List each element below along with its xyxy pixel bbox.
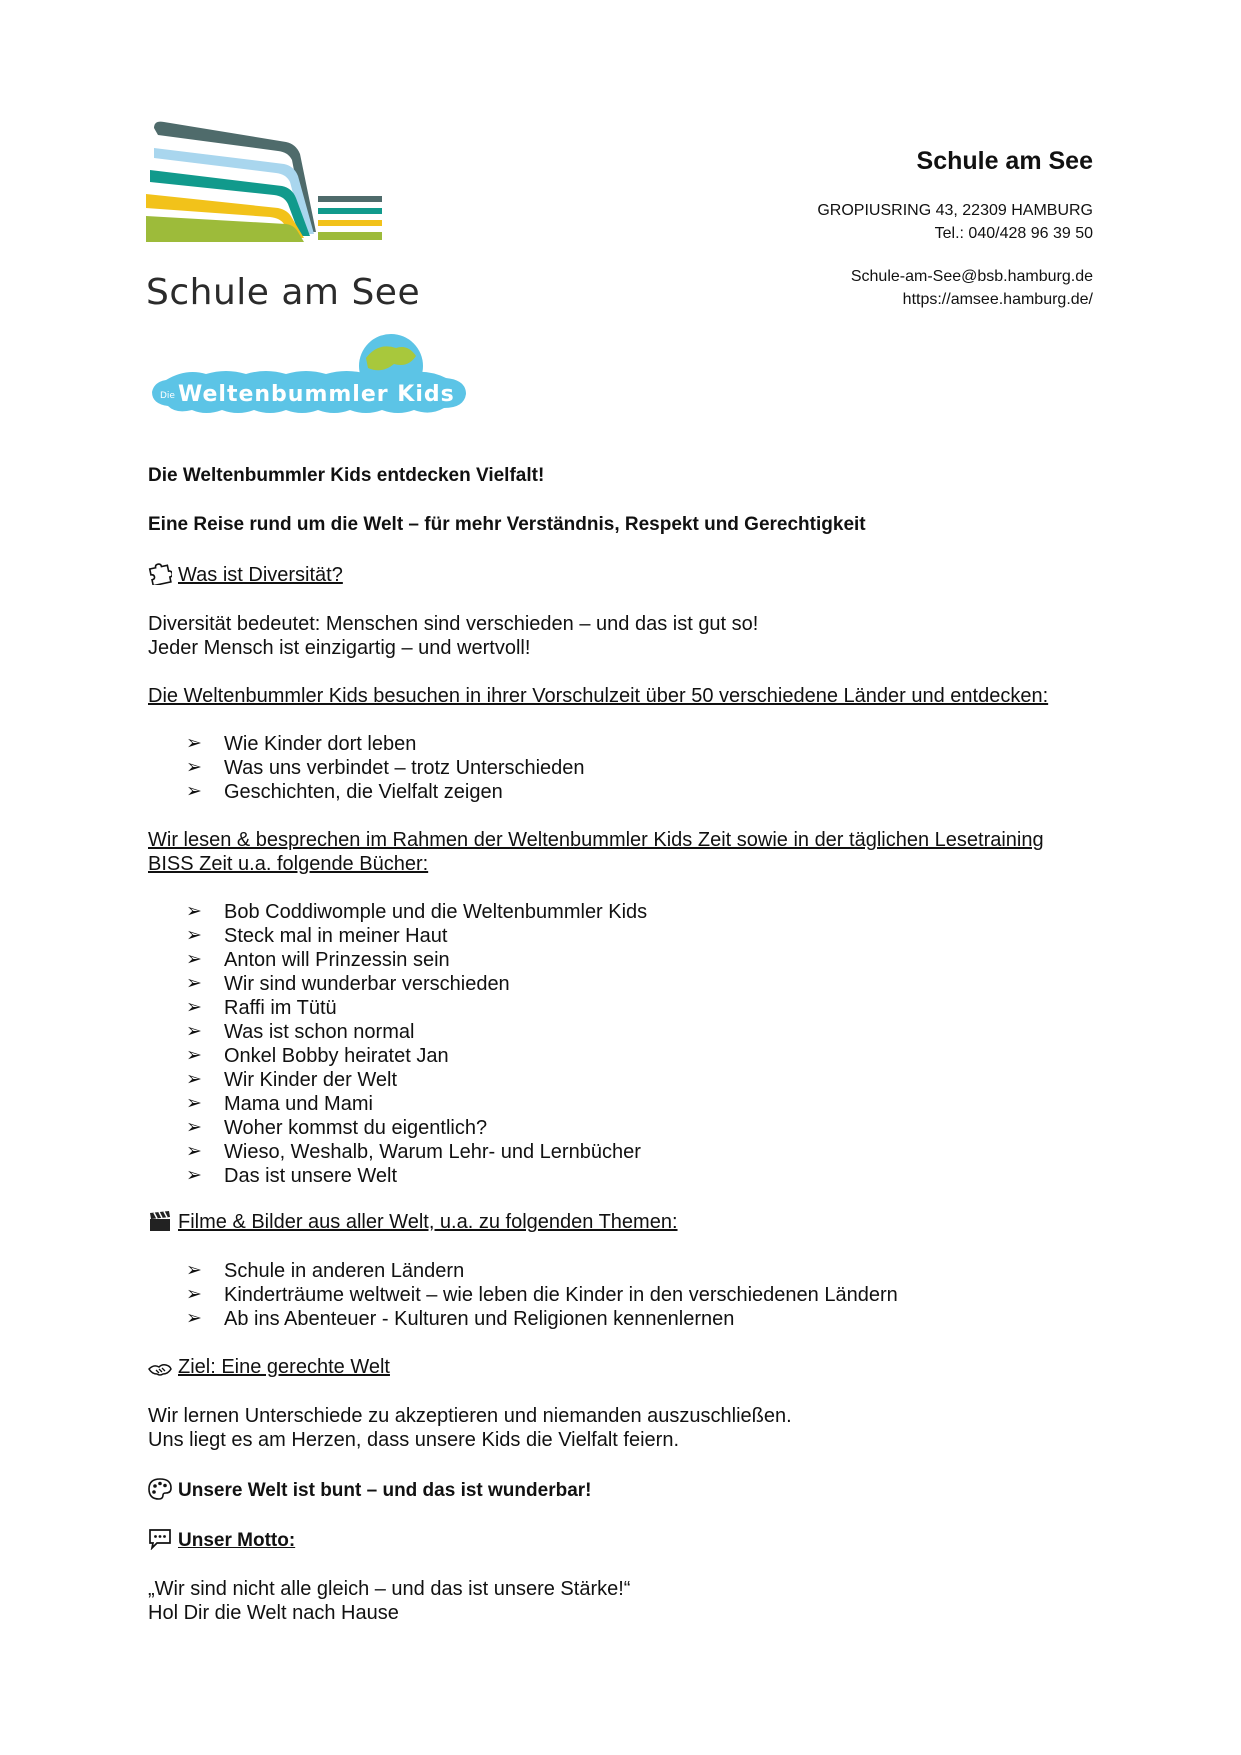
book-item: Mama und Mami — [224, 1093, 373, 1115]
school-logo-text: Schule am See — [146, 272, 421, 313]
film-topic-item: Ab ins Abenteuer - Kulturen und Religionen kennenlernen — [224, 1308, 735, 1330]
puzzle-icon — [148, 563, 172, 585]
motto-heading-text: Unser Motto: — [178, 1530, 296, 1551]
bullet-arrow-icon: ➢ — [186, 733, 202, 754]
bullet-arrow-icon: ➢ — [186, 901, 202, 922]
book-item: Wir Kinder der Welt — [224, 1069, 398, 1091]
goal-heading — [148, 1355, 390, 1379]
book-item: Woher kommst du eigentlich? — [224, 1117, 488, 1139]
bullet-arrow-icon: ➢ — [186, 1117, 202, 1138]
books-heading-line-1: Wir lesen & besprechen im Rahmen der Weltenbummler Kids Zeit sowie in der täglichen Lesetraining — [148, 829, 1044, 851]
address: GROPIUSRING 43, 22309 HAMBURG — [817, 202, 1093, 219]
film-topic-item: Kinderträume weltweit – wie leben die Kinder in den verschiedenen Ländern — [224, 1284, 898, 1306]
book-item: Anton will Prinzessin sein — [224, 949, 450, 971]
clapperboard-icon — [148, 1210, 172, 1232]
speech-bubble-icon — [148, 1528, 172, 1550]
bullet-arrow-icon: ➢ — [186, 973, 202, 994]
motto-closing: Hol Dir die Welt nach Hause — [148, 1602, 399, 1624]
logo-program-name: Weltenbummler Kids — [178, 382, 455, 407]
weltenbummler-kids-logo — [146, 328, 476, 418]
document-title: Die Weltenbummler Kids entdecken Vielfalt! — [148, 465, 545, 486]
countries-item: Was uns verbindet – trotz Unterschieden — [224, 757, 585, 779]
book-item: Onkel Bobby heiratet Jan — [224, 1045, 449, 1067]
book-item: Was ist schon normal — [224, 1021, 415, 1043]
films-heading — [148, 1210, 678, 1234]
motto-quote: „Wir sind nicht alle gleich – und das ist unsere Stärke!“ — [148, 1578, 631, 1600]
book-item: Wir sind wunderbar verschieden — [224, 973, 510, 995]
diversity-heading-text: Was ist Diversität? — [178, 564, 343, 586]
diversity-line-1: Diversität bedeutet: Menschen sind verschieden – und das ist gut so! — [148, 613, 759, 635]
bullet-arrow-icon: ➢ — [186, 1284, 202, 1305]
films-heading-text: Filme & Bilder aus aller Welt, u.a. zu folgenden Themen: — [178, 1211, 678, 1233]
bullet-arrow-icon: ➢ — [186, 925, 202, 946]
film-topic-item: Schule in anderen Ländern — [224, 1260, 465, 1282]
book-item: Raffi im Tütü — [224, 997, 337, 1019]
book-item: Bob Coddiwomple und die Weltenbummler Kids — [224, 901, 648, 923]
book-item: Steck mal in meiner Haut — [224, 925, 448, 947]
bullet-arrow-icon: ➢ — [186, 1308, 202, 1329]
bullet-arrow-icon: ➢ — [186, 1021, 202, 1042]
email: Schule-am-See@bsb.hamburg.de — [850, 268, 1093, 285]
document-subtitle: Eine Reise rund um die Welt – für mehr Verständnis, Respekt und Gerechtigkeit — [148, 514, 866, 535]
colorful-statement — [148, 1478, 591, 1503]
bullet-arrow-icon: ➢ — [186, 997, 202, 1018]
bullet-arrow-icon: ➢ — [186, 1069, 202, 1090]
school-name: Schule am See — [916, 147, 1093, 175]
books-heading-line-2: BISS Zeit u.a. folgende Bücher: — [148, 853, 429, 875]
bullet-arrow-icon: ➢ — [186, 1093, 202, 1114]
bullet-arrow-icon: ➢ — [186, 781, 202, 802]
bullet-arrow-icon: ➢ — [186, 757, 202, 778]
countries-heading: Die Weltenbummler Kids besuchen in ihrer Vorschulzeit über 50 verschiedene Länder und entdecken: — [148, 685, 1049, 707]
palette-icon — [148, 1478, 172, 1500]
diversity-heading — [148, 563, 343, 587]
logo-prefix: Die — [160, 391, 175, 401]
handshake-icon — [148, 1355, 172, 1377]
goal-line-1: Wir lernen Unterschiede zu akzeptieren und niemanden auszuschließen. — [148, 1405, 792, 1427]
bullet-arrow-icon: ➢ — [186, 1165, 202, 1186]
book-item: Wieso, Weshalb, Warum Lehr- und Lernbücher — [224, 1141, 641, 1163]
phone: Tel.: 040/428 96 39 50 — [934, 225, 1093, 242]
bullet-arrow-icon: ➢ — [186, 1141, 202, 1162]
motto-heading — [148, 1528, 295, 1553]
school-logo-stripes — [146, 120, 406, 260]
bullet-arrow-icon: ➢ — [186, 1260, 202, 1281]
colorful-text: Unsere Welt ist bunt – und das ist wunderbar! — [178, 1480, 592, 1501]
countries-item: Geschichten, die Vielfalt zeigen — [224, 781, 503, 803]
bullet-arrow-icon: ➢ — [186, 949, 202, 970]
goal-line-2: Uns liegt es am Herzen, dass unsere Kids die Vielfalt feiern. — [148, 1429, 680, 1451]
goal-heading-text: Ziel: Eine gerechte Welt — [178, 1356, 390, 1378]
website: https://amsee.hamburg.de/ — [902, 291, 1093, 308]
diversity-line-2: Jeder Mensch ist einzigartig – und wertvoll! — [148, 637, 531, 659]
countries-item: Wie Kinder dort leben — [224, 733, 417, 755]
book-item: Das ist unsere Welt — [224, 1165, 398, 1187]
bullet-arrow-icon: ➢ — [186, 1045, 202, 1066]
